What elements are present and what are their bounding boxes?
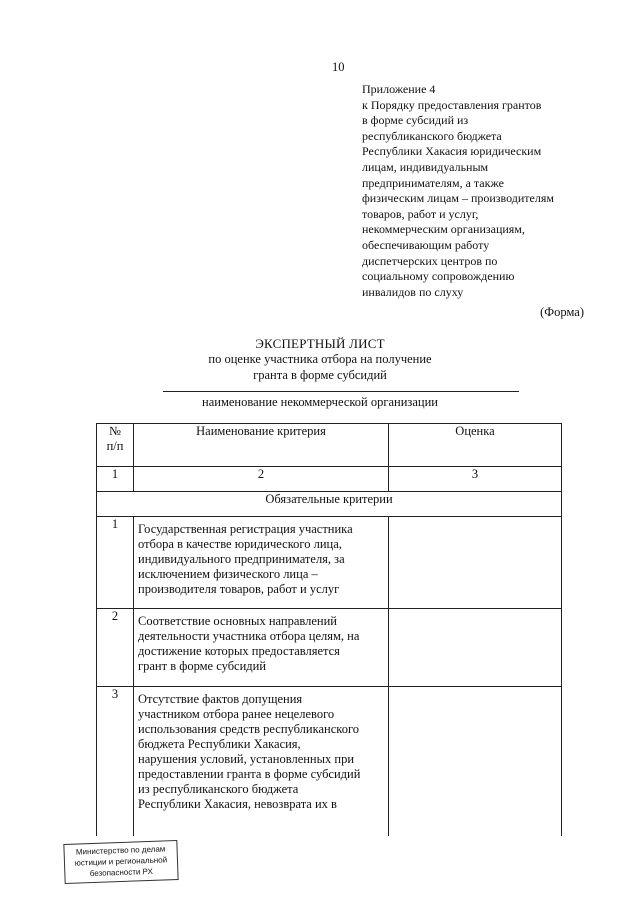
- criterion-line: предоставлении гранта в форме субсидий: [138, 767, 361, 781]
- appendix-line: к Порядку предоставления грантов: [362, 97, 542, 112]
- criterion-line: из республиканского бюджета: [138, 782, 299, 796]
- score-cell[interactable]: [389, 517, 562, 609]
- appendix-line: диспетчерских центров по: [362, 253, 498, 268]
- criterion-text: [134, 609, 389, 687]
- appendix-line: Республики Хакасия юридическим: [362, 144, 542, 159]
- table-row: [97, 687, 562, 837]
- criterion-line: нарушения условий, установленных при: [138, 752, 355, 766]
- document-subtitle: гранта в форме субсидий: [253, 368, 387, 382]
- criterion-line: использования средств республиканского: [138, 722, 360, 736]
- document-subtitle: по оценке участника отбора на получение: [208, 352, 432, 366]
- criterion-line: Соответствие основных направлений: [138, 614, 337, 628]
- stamp-line: безопасности РХ: [89, 866, 154, 879]
- appendix-line: в форме субсидий из: [362, 113, 469, 128]
- stamp-line: юстиции и региональной: [74, 855, 168, 868]
- header-number: [97, 424, 134, 467]
- appendix-line: товаров, работ и услуг,: [362, 206, 479, 221]
- table-row: [97, 609, 562, 687]
- appendix-line: физическим лицам – производителям: [362, 191, 554, 206]
- criterion-line: участником отбора ранее нецелевого: [138, 707, 335, 721]
- form-label: (Форма): [540, 305, 584, 319]
- criterion-line: отбора в качестве юридического лица,: [138, 537, 342, 551]
- appendix-line: предпринимателям, а также: [362, 175, 504, 190]
- column-index-row: [97, 467, 562, 492]
- appendix-reference: [362, 82, 602, 300]
- ministry-stamp: [63, 840, 178, 884]
- table-row: [97, 517, 562, 609]
- organization-name-caption: наименование некоммерческой организации: [202, 395, 438, 409]
- criterion-text: [134, 517, 389, 609]
- criterion-line: индивидуального предпринимателя, за: [138, 552, 345, 566]
- organization-name-line: [163, 391, 519, 392]
- appendix-line: Приложение 4: [362, 82, 436, 96]
- appendix-line: социальному сопровождению: [362, 269, 515, 284]
- criterion-line: бюджета Республики Хакасия,: [138, 737, 301, 751]
- criterion-text: [134, 687, 389, 837]
- criterion-line: достижение которых предоставляется: [138, 644, 340, 658]
- appendix-line: инвалидов по слуху: [362, 284, 464, 299]
- section-title: Обязательные критерии: [97, 492, 562, 517]
- criterion-line: исключением физического лица –: [138, 567, 318, 581]
- criterion-line: грант в форме субсидий: [138, 659, 267, 673]
- row-number: 1: [97, 517, 134, 609]
- page-number: 10: [332, 60, 345, 74]
- criterion-line: деятельности участника отбора целям, на: [138, 629, 360, 643]
- table-header-row: [97, 424, 562, 467]
- header-number-abbrev: п/п: [106, 439, 124, 453]
- appendix-line: некоммерческим организациям,: [362, 222, 525, 237]
- stamp-line: Министерство по делам: [75, 844, 166, 857]
- section-row: [97, 492, 562, 517]
- column-index: 3: [389, 467, 562, 492]
- column-index: 1: [97, 467, 134, 492]
- criterion-line: Государственная регистрация участника: [138, 522, 353, 536]
- score-cell[interactable]: [389, 609, 562, 687]
- row-number: 3: [97, 687, 134, 837]
- appendix-line: обеспечивающим работу: [362, 237, 490, 252]
- criterion-line: Отсутствие фактов допущения: [138, 692, 303, 706]
- column-index: 2: [134, 467, 389, 492]
- header-score: Оценка: [389, 424, 562, 467]
- header-criterion-name: Наименование критерия: [134, 424, 389, 467]
- row-number: 2: [97, 609, 134, 687]
- header-number-sign: №: [109, 424, 121, 438]
- criterion-line: производителя товаров, работ и услуг: [138, 582, 340, 596]
- appendix-line: республиканского бюджета: [362, 128, 502, 143]
- document-title: ЭКСПЕРТНЫЙ ЛИСТ: [255, 336, 385, 351]
- criterion-line: Республики Хакасия, невозврата их в: [138, 797, 337, 811]
- score-cell[interactable]: [389, 687, 562, 837]
- criteria-table: [96, 423, 562, 836]
- appendix-line: лицам, индивидуальным: [362, 159, 489, 174]
